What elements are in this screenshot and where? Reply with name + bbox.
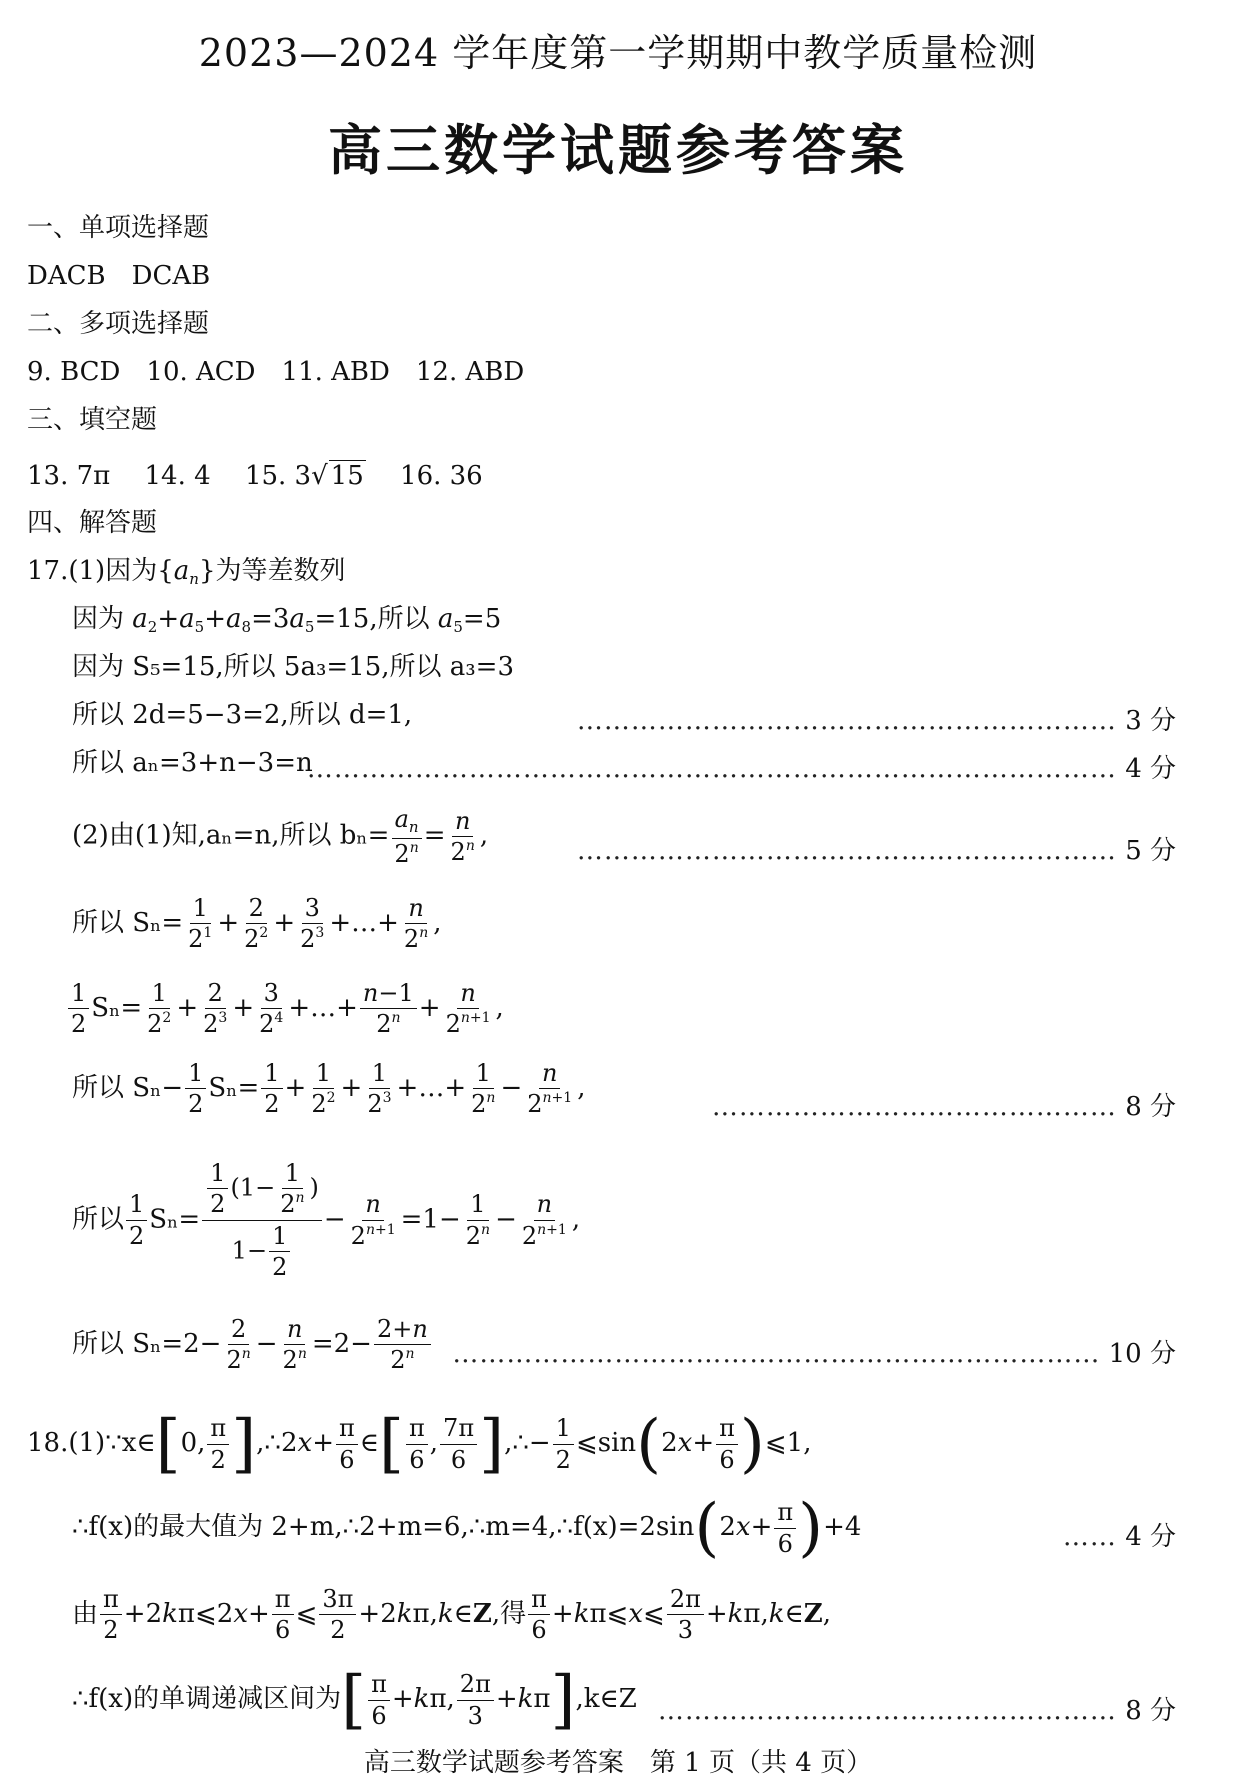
q17-score-4: ……………………………………………………………………………… 4 分 — [306, 754, 1176, 784]
q18-line-4: ∴f(x)的单调递减区间为[ $\frac{\pi}{6}$ +kπ, $\frac{2\pi}{3}$ +kπ],k∈Z — [72, 1663, 637, 1737]
q18-line-2: ∴f(x)的最大值为 2+m,∴2+m=6,∴m=4,∴f(x)=2sin(2x+ $\frac{\pi}{6}$ )+4 — [72, 1491, 862, 1565]
section-2-answers: 9. BCD 10. ACD 11. ABD 12. ABD — [27, 357, 525, 387]
q17-line-10: 所以 $\frac{1}{2}$ Sₙ= $\frac{1}{2}$ (1− $\frac{1}{2^n}$ ) 1− $\frac{1}{2}$ − $\frac{n}{2^{n+1}}$ =1− $\frac{1}{2^n}$ − $\frac{n}{2^{n+1}}$ , — [72, 1159, 581, 1282]
section-4-title: 四、解答题 — [27, 508, 158, 538]
q17-line-7: 所以 Sₙ= $\frac{1}{2^1}$ + $\frac{2}{2^2}$ + $\frac{3}{2^3}$ +…+ $\frac{n}{2^n}$ , — [72, 894, 442, 954]
q18-score-4: …… 4 分 — [1062, 1522, 1176, 1552]
q17-line-9: 所以 Sₙ− $\frac{1}{2}$ Sₙ= $\frac{1}{2}$ + $\frac{1}{2^2}$ + $\frac{1}{2^3}$ +…+ $\frac{1}{2^n}$ − $\frac{n}{2^{n+1}}$ , — [72, 1059, 586, 1119]
q18-line-1: 18.(1)∵x∈[0, $\frac{\pi}{2}$ ],∴2x+ $\frac{\pi}{6}$ ∈[ $\frac{\pi}{6}$ , $\frac{7\pi}{6}$ ],∴− $\frac{1}{2}$ ⩽sin(2x+ $\frac{\pi}{6}$ )⩽1, — [27, 1407, 812, 1481]
q17-line-3: 因为 S₅=15,所以 5a₃=15,所以 a₃=3 — [72, 652, 515, 682]
answer-16: 16. 36 — [400, 461, 483, 491]
q18-line-3: 由 $\frac{\pi}{2}$ +2kπ⩽2x+ $\frac{\pi}{6}$ ⩽ $\frac{3\pi}{2}$ +2kπ,k∈Z,得 $\frac{\pi}{6}$ +kπ⩽x⩽ $\frac{2\pi}{3}$ +kπ,k∈Z, — [72, 1585, 832, 1645]
section-1-title: 一、单项选择题 — [27, 213, 210, 243]
q17-line-5: 所以 aₙ=3+n−3=n — [72, 748, 313, 778]
section-3-title: 三、填空题 — [27, 405, 158, 435]
answer-14: 14. 4 — [144, 461, 211, 491]
q17-score-3: …………………………………………………… 3 分 — [576, 706, 1176, 736]
page-footer: 高三数学试题参考答案 第 1 页（共 4 页） — [363, 1748, 873, 1778]
q17-line-1: 17.(1)因为$\{a_n\}$为等差数列 — [27, 556, 346, 588]
section-1-answers: DACB DCAB — [27, 261, 211, 291]
q17-score-5: …………………………………………………… 5 分 — [576, 836, 1176, 866]
q17-line-4: 所以 2d=5−3=2,所以 d=1, — [72, 700, 413, 730]
q17-line-8: $\frac{1}{2}$ Sₙ= $\frac{1}{2^2}$ + $\frac{2}{2^3}$ + $\frac{3}{2^4}$ +…+ $\frac{n-1}{2^n}$ + $\frac{n}{2^{n+1}}$ , — [66, 980, 504, 1038]
q17-line-2: 因为 $a_2+a_5+a_8=3a_5=15$,所以 $a_5=5$ — [72, 604, 502, 636]
q17-line-11: 所以 Sₙ=2− $\frac{2}{2^n}$ − $\frac{n}{2^n}$ =2− $\frac{2+n}{2^n}$ — [72, 1316, 433, 1374]
main-title: 高三数学试题参考答案 — [328, 119, 908, 182]
q18-score-8: …………………………………………… 8 分 — [657, 1696, 1176, 1726]
q17-score-8: ……………………………………… 8 分 — [711, 1092, 1176, 1122]
section-3-answers — [27, 460, 483, 492]
q17-score-10: ……………………………………………………………… 10 分 — [452, 1339, 1176, 1369]
answer-15: 15. 3√ 15 — [244, 461, 364, 491]
answer-13: 13. 7π — [27, 461, 111, 491]
exam-title: 2023—2024 学年度第一学期期中教学质量检测 — [198, 31, 1038, 75]
q17-line-6: (2)由(1)知,aₙ=n,所以 bₙ= $\frac{a_n}{2^n}$ = $\frac{n}{2^n}$ , — [72, 805, 489, 868]
section-2-title: 二、多项选择题 — [27, 309, 210, 339]
